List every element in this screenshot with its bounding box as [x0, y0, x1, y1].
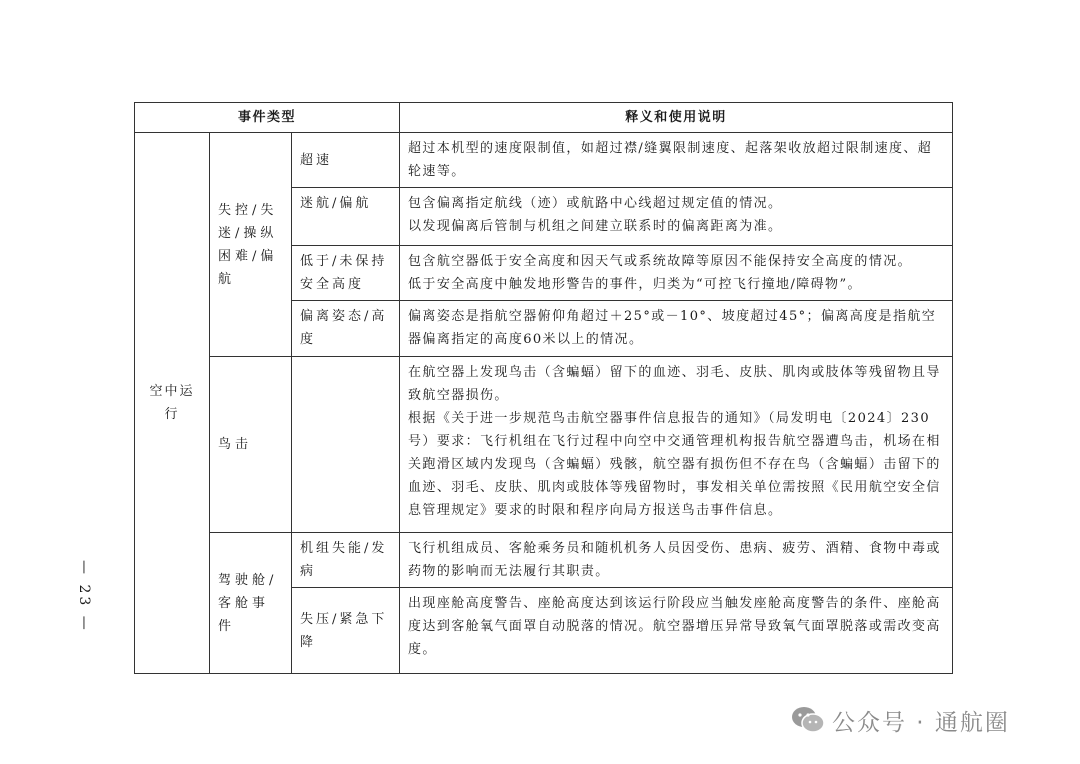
sub-type-cell: 超速: [292, 133, 400, 188]
header-description: 释义和使用说明: [400, 103, 953, 133]
description-line: 包含偏离指定航线（迹）或航路中心线超过规定值的情况。: [408, 196, 783, 211]
table-row: [135, 533, 953, 588]
description-cell: [400, 246, 953, 301]
description-line: 在航空器上发现鸟击（含蝙蝠）留下的血迹、羽毛、皮肤、肌肉或肢体等残留物且导致航空器损伤。: [408, 365, 941, 403]
header-event-type: 事件类型: [135, 103, 400, 133]
description-line: 以发现偏离后管制与机组之间建立联系时的偏离距离为准。: [408, 219, 783, 234]
sub-type-cell: 失压/紧急下降: [292, 588, 400, 674]
wechat-icon: [790, 705, 826, 735]
group-label-bird-strike: 鸟击: [210, 357, 292, 533]
table-header-row: [135, 103, 953, 133]
description-line: 低于安全高度中触发地形警告的事件，归类为“可控飞行撞地/障碍物”。: [408, 277, 862, 292]
event-type-table: [134, 102, 953, 674]
description-line: 出现座舱高度警告、座舱高度达到该运行阶段应当触发座舱高度警告的条件、座舱高度达到客舱氧气面罩自动脱落的情况。航空器增压异常导致氧气面罩脱落或需改变高度。: [408, 596, 941, 657]
table-row: [135, 357, 953, 533]
sub-type-cell: [292, 357, 400, 533]
page-number-text: — 23 —: [76, 560, 92, 633]
description-line: 偏离姿态是指航空器俯仰角超过＋25°或－10°、坡度超过45°；偏离高度是指航空器偏离指定的高度60米以上的情况。: [408, 309, 937, 347]
description-line: 根据《关于进一步规范鸟击航空器事件信息报告的通知》（局发明电〔2024〕230号）要求：飞行机组在飞行过程中向空中交通管理机构报告航空器遭鸟击，机场在相关跑滑区域内发现鸟（含蝙蝠）残骸，航空器有损伤但不存在鸟（含蝙蝠）击留下的血迹、羽毛、皮肤、肌肉或肢体等残留物时，事发相关单位需按照《民用航空安全信息管理规定》要求的时限和程序向局方报送鸟击事件信息。: [408, 411, 941, 518]
watermark-text: 公众号 · 通航圈: [832, 709, 1010, 736]
sub-type-cell: 低于/未保持安全高度: [292, 246, 400, 301]
watermark: [790, 700, 1010, 740]
table-row: [135, 133, 953, 188]
description-line: 飞行机组成员、客舱乘务员和随机机务人员因受伤、患病、疲劳、酒精、食物中毒或药物的影响而无法履行其职责。: [408, 541, 941, 579]
description-line: 包含航空器低于安全高度和因天气或系统故障等原因不能保持安全高度的情况。: [408, 254, 913, 269]
description-cell: [400, 188, 953, 246]
sub-type-cell: 偏离姿态/高度: [292, 301, 400, 357]
description-cell: [400, 533, 953, 588]
group-label-cockpit-cabin: 驾驶舱/客舱事件: [210, 533, 292, 674]
sub-type-cell: 机组失能/发病: [292, 533, 400, 588]
sub-type-cell: 迷航/偏航: [292, 188, 400, 246]
group-label-loss-of-control: 失控/失迷/操纵困难/偏航: [210, 133, 292, 357]
description-cell: [400, 357, 953, 533]
page-number: [76, 560, 132, 690]
description-cell: [400, 301, 953, 357]
description-cell: [400, 133, 953, 188]
description-line: 超过本机型的速度限制值，如超过襟/缝翼限制速度、起落架收放超过限制速度、超轮速等。: [408, 141, 933, 179]
description-cell: [400, 588, 953, 674]
category-cell: 空中运行: [135, 133, 210, 674]
